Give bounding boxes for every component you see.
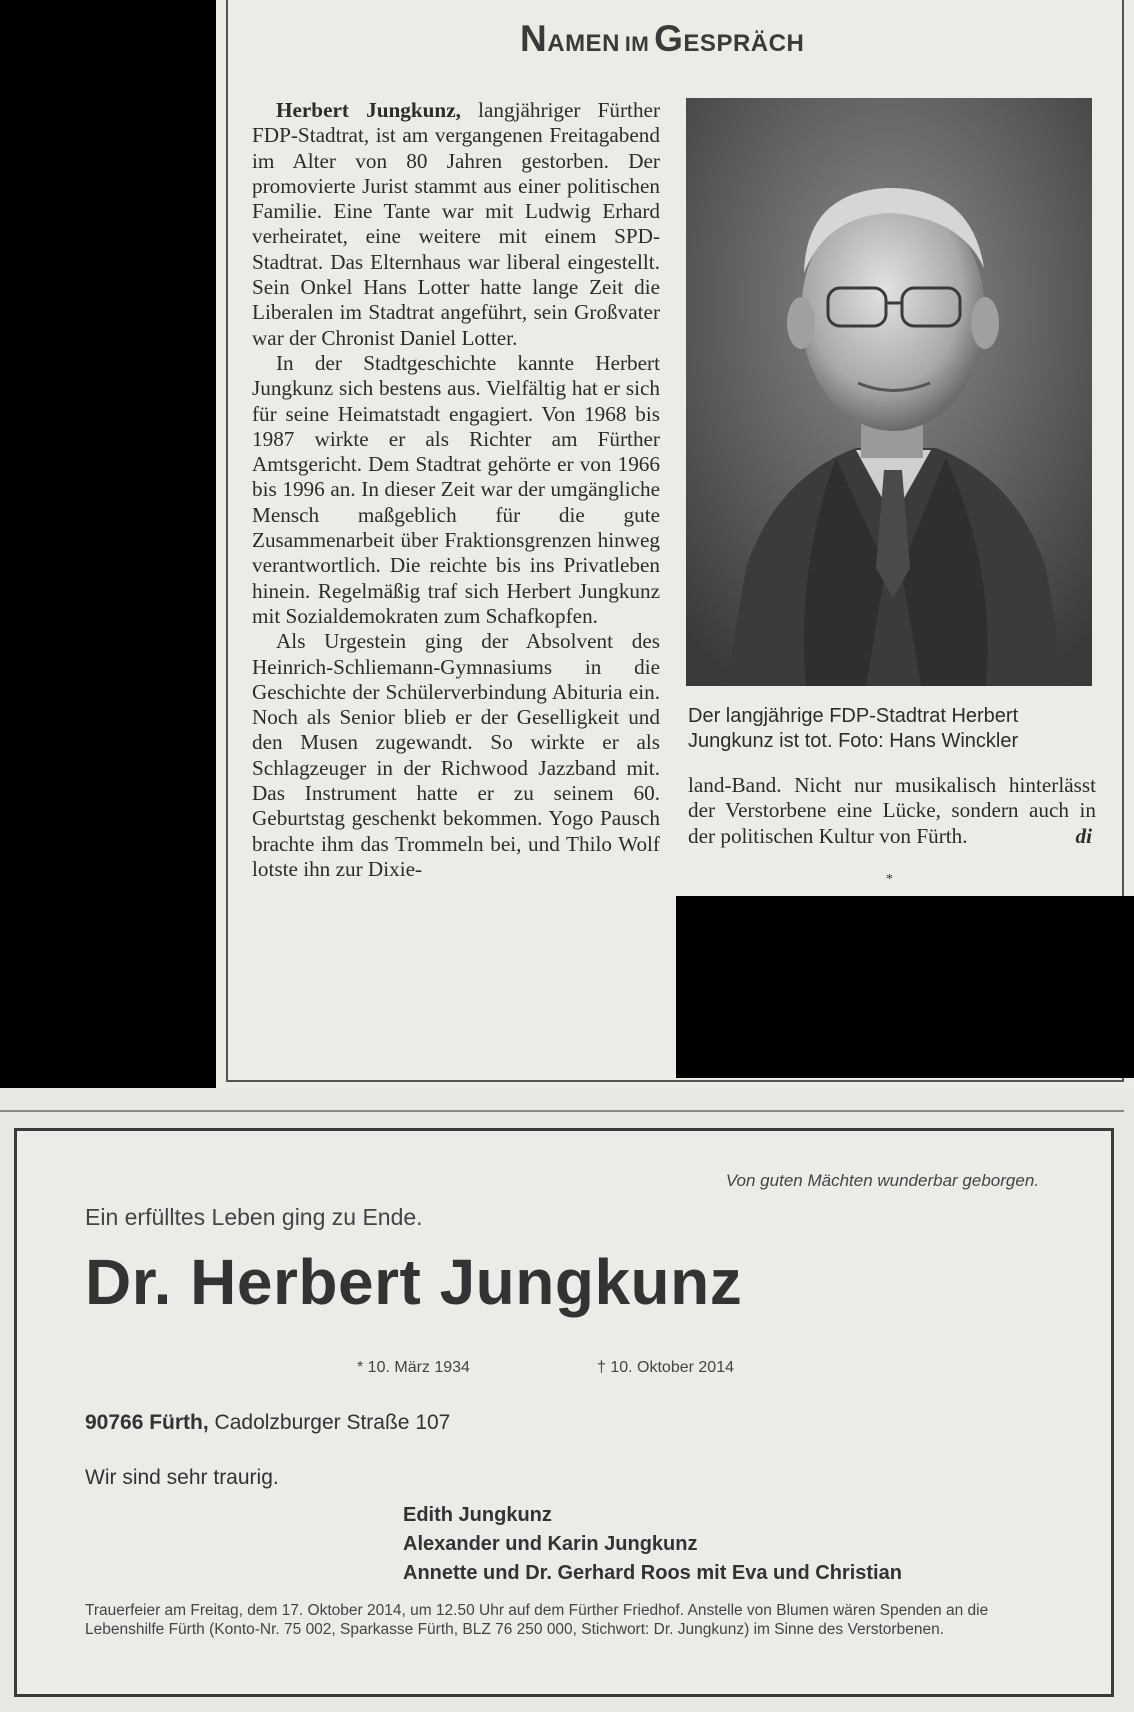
article-column-left — [252, 98, 660, 882]
article-paragraph-3: Als Urgestein ging der Absolvent des Heinrich-Schliemann-Gymnasiums in die Geschichte der Schülerverbindung Abituria ein. Noch als Senior blieb er der Geselligkeit und den Musen zugewandt. So wirkte er als Schlagzeuger in der Richwood Jazzband mit. Das Instrument hatte er zu seinem 60. Geburtstag geschenkt bekommen. Yogo Pausch brachte ihm das Trommeln bei, und Thilo Wolf lotste ihn zur Dixie- — [252, 629, 660, 881]
photo-caption: Der langjährige FDP-Stadtrat Herbert Jungkunz ist tot. Foto: Hans Winckler — [688, 705, 1019, 752]
obituary-name: Dr. Herbert Jungkunz — [85, 1246, 743, 1318]
funeral-note: Trauerfeier am Freitag, dem 17. Oktober 2014, um 12.50 Uhr auf dem Fürther Friedhof. Anstelle von Blumen wären Spenden an die Lebenshilfe Fürth (Konto-Nr. 75 002, Sparkasse Fürth, BLZ 76 250 000, Stichwort: Dr. Jungkunz) im Sinne des Verstorbenen. — [85, 1602, 989, 1638]
article-paragraph-4: land-Band. Nicht nur musikalisch hinterlässt der Verstorbene eine Lücke, sondern auch in der politischen Kultur von Fürth. di — [688, 773, 1096, 848]
obituary-motto: Von guten Mächten wunderbar geborgen. — [725, 1171, 1039, 1190]
redaction-block-middle — [676, 896, 1134, 1078]
mourners-list — [403, 1501, 902, 1588]
mourner: Edith Jungkunz — [403, 1504, 552, 1526]
obituary-address: 90766 Fürth, Cadolzburger Straße 107 — [85, 1411, 451, 1434]
article-paragraph-2: In der Stadtgeschichte kannte Herbert Jungkunz sich bestens aus. Vielfältig hat er sich für seine Heimatstadt engagiert. Von 1968 bis 1987 wirkte er als Richter am Fürther Amtsgericht. Dem Stadtrat gehörte er von 1966 bis 1996 an. In dieser Zeit war der umgängliche Mensch maßgeblich für die gute Zusammenarbeit über Fraktionsgrenzen hinweg verantwortlich. Die reichte bis ins Privatleben hinein. Regelmäßig traf sich Herbert Jungkunz mit Sozialdemokraten zum Schafkopfen. — [252, 350, 660, 628]
death-date: † 10. Oktober 2014 — [597, 1359, 734, 1376]
portrait-photo — [686, 98, 1092, 686]
obituary-condolence: Wir sind sehr traurig. — [85, 1466, 279, 1489]
page-divider — [0, 1110, 1124, 1112]
obituary-notice — [14, 1128, 1114, 1697]
article-paragraph-1: Herbert Jungkunz, langjähriger Fürther FDP-Stadtrat, ist am vergangenen Freitagabend im Alter von 80 Jahren gestorben. Der promovierte Jurist stammt aus einer politischen Familie. Eine Tante war mit Ludwig Erhard verheiratet, eine weitere mit einem SPD-Stadtrat. Das Elternhaus war liberal eingestellt. Sein Onkel Hans Lotter hatte lange Zeit die Liberalen im Stadtrat angeführt, sein Großvater war der Chronist Daniel Lotter. — [252, 98, 660, 350]
article-end-mark: * — [886, 872, 893, 887]
mourner: Alexander und Karin Jungkunz — [403, 1533, 698, 1555]
portrait-illustration — [686, 98, 1092, 686]
author-signature: di — [1075, 823, 1092, 848]
birth-date: * 10. März 1934 — [357, 1359, 470, 1376]
article-column-right — [688, 773, 1096, 849]
redaction-block-left — [0, 0, 216, 1088]
article-rubric: NAMEN IM GESPRÄCH — [520, 18, 805, 59]
mourner: Annette und Dr. Gerhard Roos mit Eva und Christian — [403, 1562, 902, 1584]
obituary-lead: Ein erfülltes Leben ging zu Ende. — [85, 1204, 423, 1230]
